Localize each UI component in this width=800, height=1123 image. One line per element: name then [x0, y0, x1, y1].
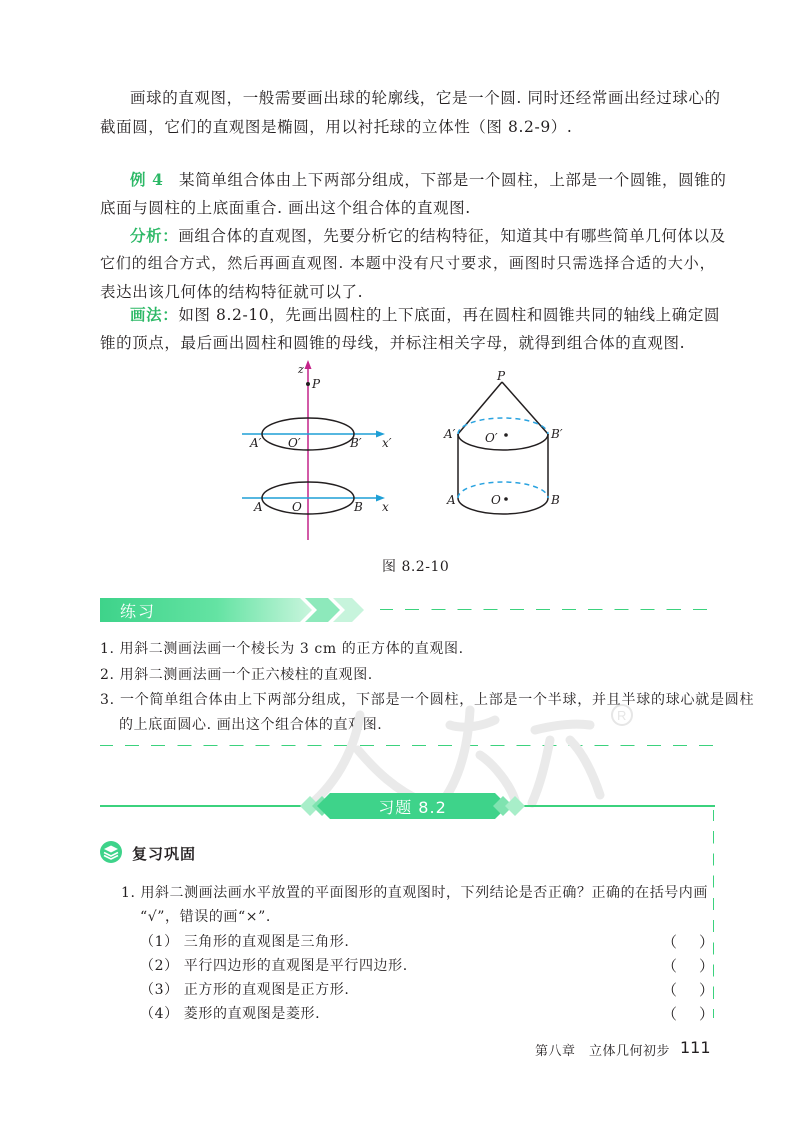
- point-o-right: [504, 497, 508, 501]
- lower-visible-arc: [458, 498, 548, 514]
- q1-item-2: （2） 平行四边形的直观图是平行四边形.: [140, 958, 408, 974]
- label-o1-left: O′: [288, 436, 301, 450]
- label-p-right: P: [497, 369, 506, 383]
- layers-icon: [99, 840, 123, 864]
- analysis-text-2: 它们的组合方式，然后再画直观图. 本题中没有尺寸要求，画图时只需选择合适的大小，: [100, 254, 716, 272]
- label-a-right: A: [447, 493, 456, 507]
- figure-8-2-10: [230, 358, 590, 548]
- section-review: 复习巩固: [132, 845, 197, 863]
- label-p-left: P: [312, 377, 321, 391]
- example-text-1: 某简单组合体由上下两部分组成，下部是一个圆柱，上部是一个圆锥，圆锥的: [179, 171, 727, 189]
- analysis-label: 分析：: [130, 226, 179, 245]
- practice-dash-top: [380, 609, 715, 610]
- answer-paren-4[interactable]: （）: [662, 1005, 737, 1023]
- upper-hidden-arc: [458, 418, 548, 434]
- exercises-rule-left: [100, 805, 320, 807]
- answer-paren-1[interactable]: （）: [662, 933, 737, 951]
- q1-item-3: （3） 正方形的直观图是正方形.: [140, 982, 350, 998]
- z-axis-arrow: [305, 360, 312, 369]
- label-x: x: [382, 500, 389, 514]
- analysis-text-1: 画组合体的直观图，先要分析它的结构特征，知道其中有哪些简单几何体以及: [178, 227, 726, 245]
- method-text-2: 锥的顶点，最后画出圆柱和圆锥的母线，并标注相关字母，就得到组合体的直观图.: [100, 334, 686, 352]
- practice-title: 练习: [120, 602, 157, 621]
- figure-caption: 图 8.2-10: [382, 559, 450, 575]
- practice-item-1: 1. 用斜二测画法画一个棱长为 3 cm 的正方体的直观图.: [100, 641, 464, 657]
- label-b-left: B: [354, 500, 363, 514]
- label-o1-right: O′: [485, 431, 498, 445]
- svg-text:R: R: [617, 708, 627, 723]
- practice-item-3: 3. 一个简单组合体由上下两部分组成，下部是一个圆柱，上部是一个半球，并且半球的球心就是圆柱: [100, 692, 755, 708]
- method-label: 画法：: [130, 305, 179, 324]
- label-b1-right: B′: [551, 427, 563, 441]
- upper-visible-arc: [458, 434, 548, 450]
- example-text-2: 底面与圆柱的上底面重合. 画出这个组合体的直观图.: [100, 199, 471, 217]
- cone-generatrix-right: [502, 382, 548, 434]
- point-o1-right: [504, 433, 508, 437]
- answer-paren-3[interactable]: （）: [662, 981, 737, 999]
- label-a1-right: A′: [444, 427, 456, 441]
- analysis: [130, 224, 726, 246]
- intro-line-1: 画球的直观图，一般需要画出球的轮廓线，它是一个圆. 同时还经常画出经过球心的: [130, 89, 721, 107]
- practice-item-3-cont: 的上底面圆心. 画出这个组合体的直观图.: [119, 717, 383, 733]
- exercises-title: 习题 8.2: [378, 798, 447, 817]
- label-o-right: O: [491, 493, 501, 507]
- practice-item-2: 2. 用斜二测画法画一个正六棱柱的直观图.: [100, 667, 373, 683]
- q1-item-1: （1） 三角形的直观图是三角形.: [140, 934, 350, 950]
- analysis-text-3: 表达出该几何体的结构特征就可以了.: [100, 283, 364, 301]
- point-p-left: [306, 382, 310, 386]
- label-x1: x′: [382, 436, 392, 450]
- label-b1-left: B′: [350, 436, 362, 450]
- q1-line-1: 1. 用斜二测画法画水平放置的平面图形的直观图时，下列结论是否正确？正确的在括号内画: [121, 885, 708, 901]
- label-a1-left: A′: [250, 436, 262, 450]
- q1-line-2: “√”，错误的画“×”.: [140, 909, 271, 925]
- method-text-1: 如图 8.2-10，先画出圆柱的上下底面，再在圆柱和圆锥共同的轴线上确定圆: [178, 306, 721, 324]
- label-o-left: O: [292, 500, 302, 514]
- answer-paren-2[interactable]: （）: [662, 957, 737, 975]
- method: [130, 303, 720, 325]
- intro-line-2: 截面圆，它们的直观图是椭圆，用以衬托球的立体性（图 8.2-9）.: [100, 118, 573, 136]
- lower-hidden-arc: [458, 482, 548, 498]
- label-a-left: A: [254, 500, 263, 514]
- label-b-right: B: [551, 493, 560, 507]
- footer-chapter: 第八章 立体几何初步: [535, 1044, 671, 1059]
- exercises-rule-right: [515, 805, 715, 807]
- example-label: 例 4: [130, 170, 164, 189]
- q1-item-4: （4） 菱形的直观图是菱形.: [140, 1006, 321, 1022]
- label-z: z: [298, 363, 304, 376]
- page-number: 111: [680, 1038, 711, 1057]
- example-4: [130, 168, 726, 190]
